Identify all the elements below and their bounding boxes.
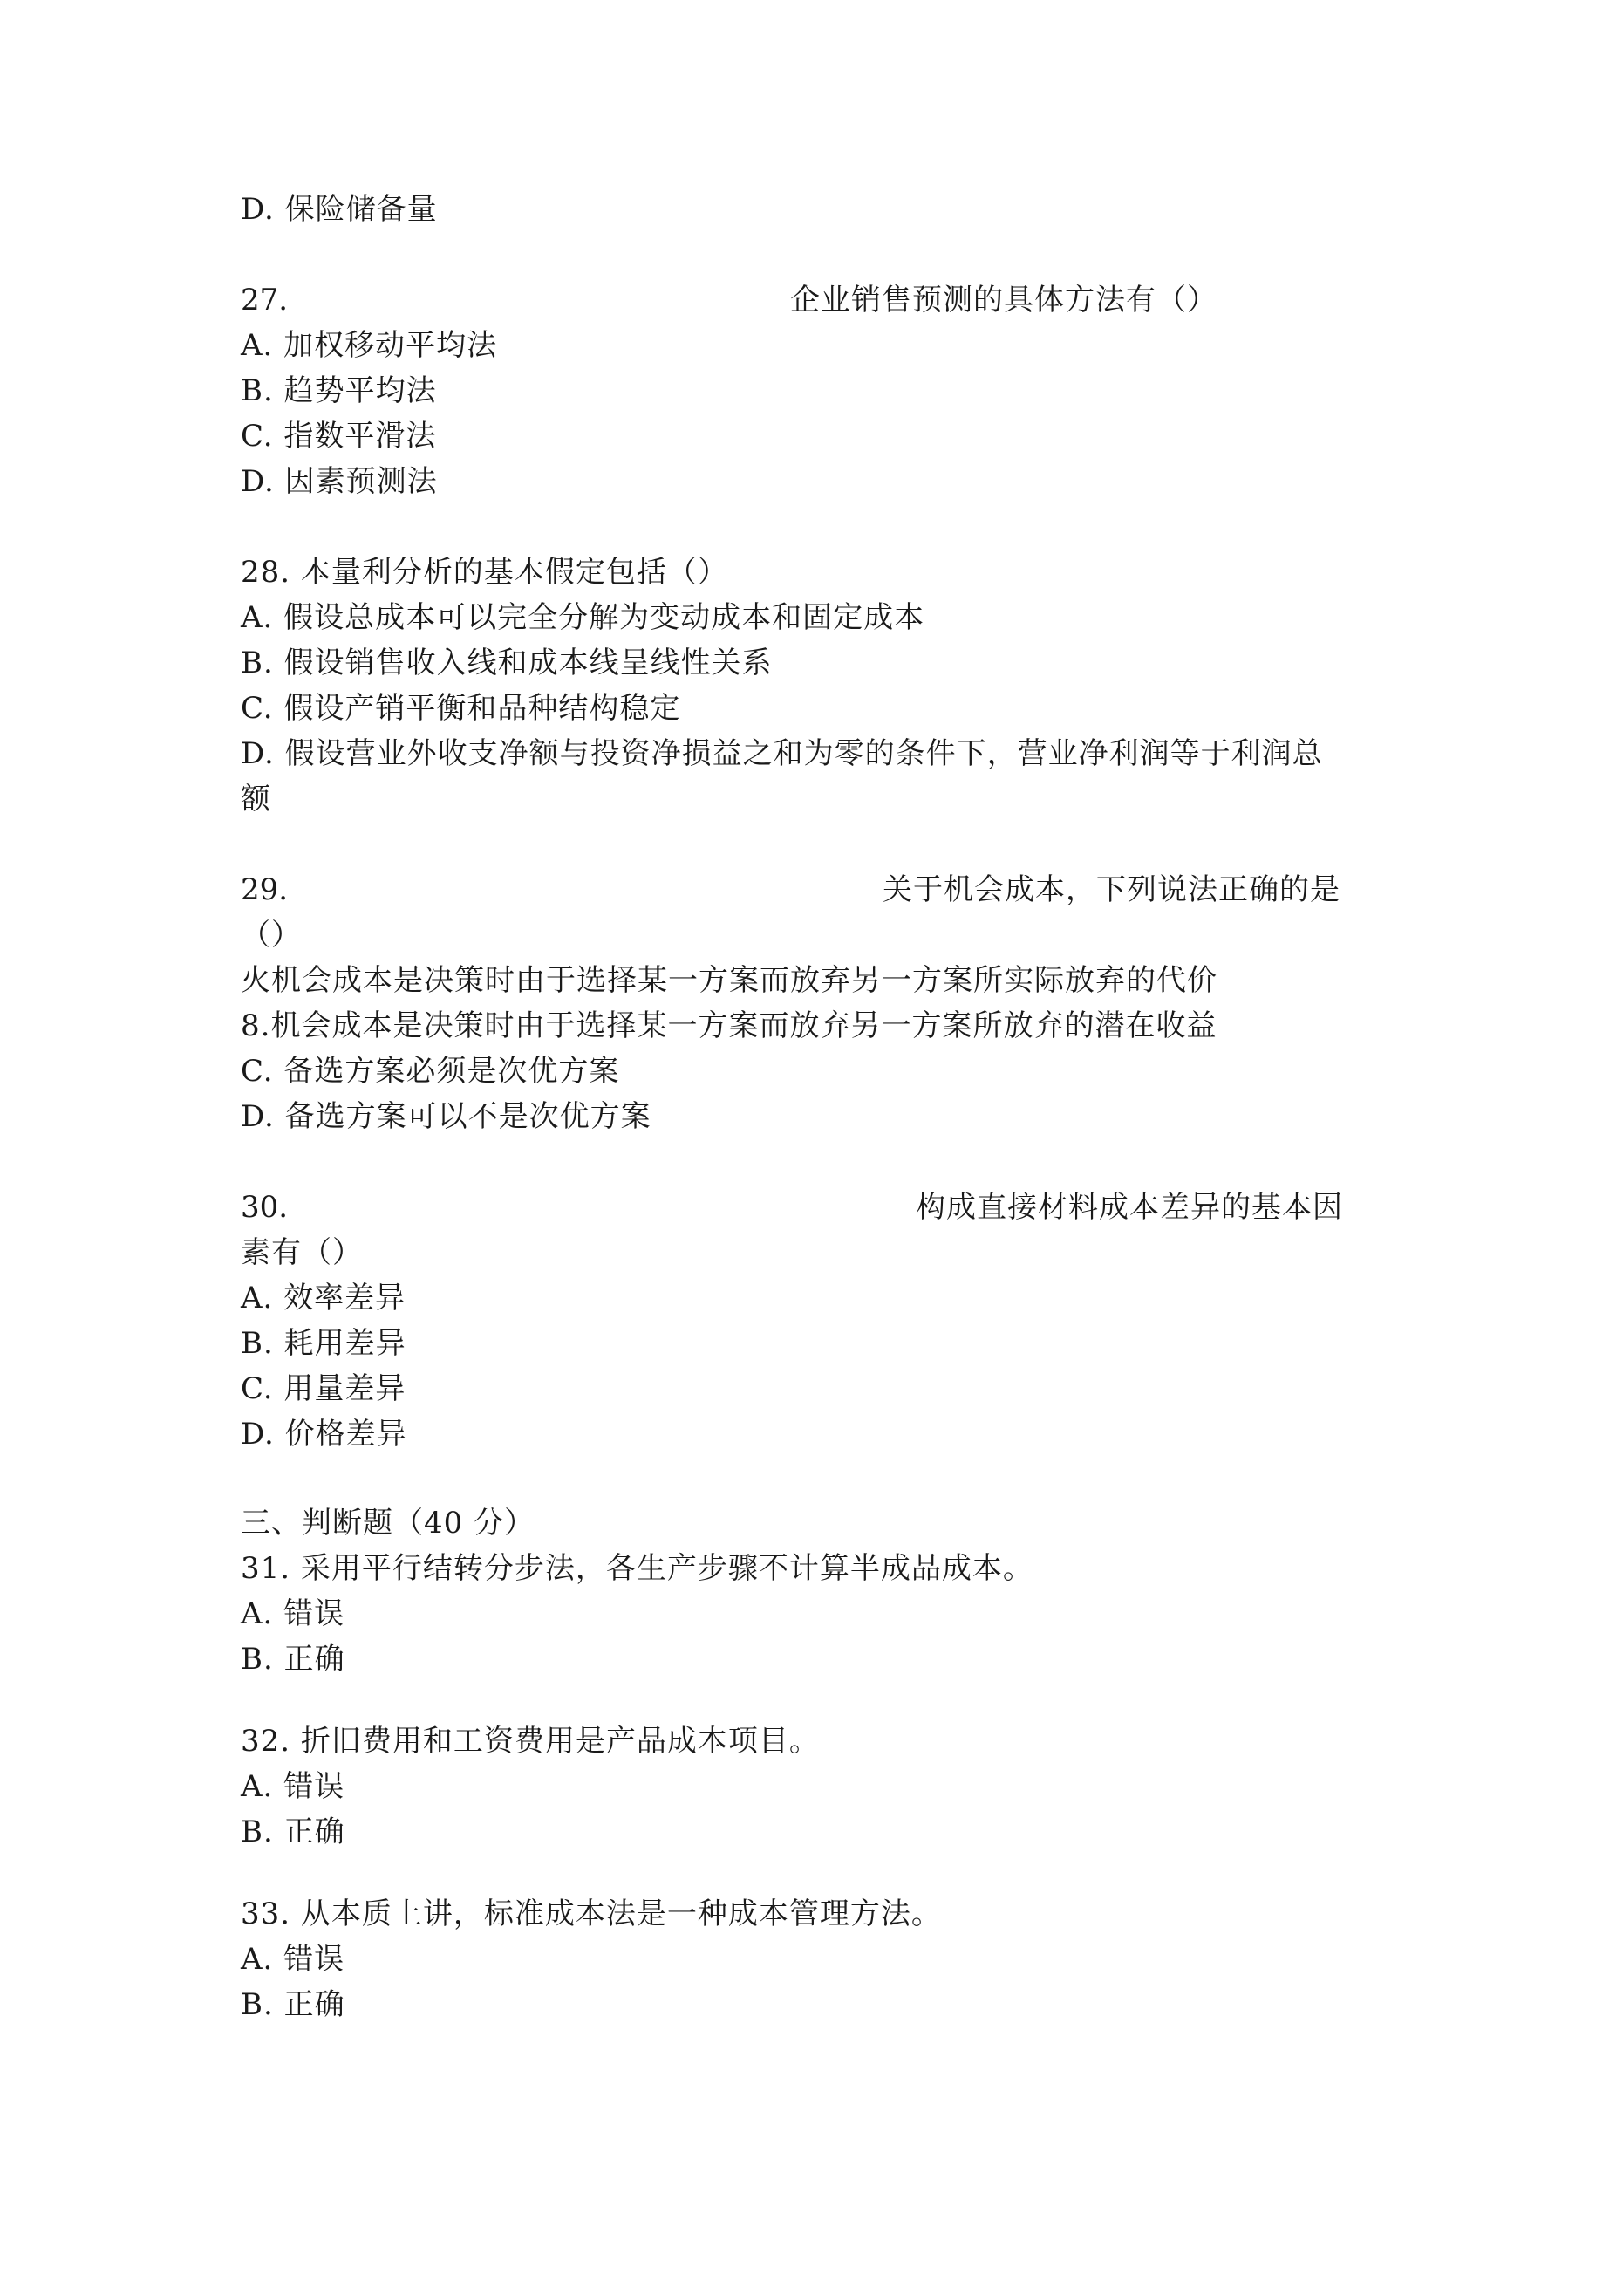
q28-option-c: C. 假设产销平衡和品种结构稳定 xyxy=(241,691,681,726)
q28-option-d: D. 假设营业外收支净额与投资净损益之和为零的条件下，营业净利润等于利润总 xyxy=(241,736,1323,771)
q29-option-c: C. 备选方案必须是次优方案 xyxy=(241,1054,620,1089)
q33-option-b: B. 正确 xyxy=(241,1987,345,2022)
q29-number: 29. xyxy=(241,872,289,907)
q33-option-a: A. 错误 xyxy=(241,1942,345,1977)
q28-question: 28. 本量利分析的基本假定包括（） xyxy=(241,555,728,590)
q30-option-b: B. 耗用差异 xyxy=(241,1326,406,1361)
q32-option-a: A. 错误 xyxy=(241,1769,345,1804)
q29-question: 关于机会成本，下列说法正确的是 xyxy=(883,872,1340,907)
q27-option-d: D. 因素预测法 xyxy=(241,464,438,499)
q26-option-d: D. 保险储备量 xyxy=(241,192,438,227)
q30-option-d: D. 价格差异 xyxy=(241,1417,407,1452)
q29-question-continued: （） xyxy=(241,918,302,953)
q28-option-b: B. 假设销售收入线和成本线呈线性关系 xyxy=(241,646,773,680)
q29-option-b: 8.机会成本是决策时由于选择某一方案而放弃另一方案所放弃的潜在收益 xyxy=(241,1008,1217,1043)
q27-question: 企业销售预测的具体方法有（） xyxy=(790,283,1217,318)
q30-question-continued: 素有（） xyxy=(241,1235,363,1270)
q32-question: 32. 折旧费用和工资费用是产品成本项目。 xyxy=(241,1724,820,1759)
q28-option-d-continued: 额 xyxy=(241,782,271,817)
q33-question: 33. 从本质上讲，标准成本法是一种成本管理方法。 xyxy=(241,1896,942,1931)
q27-option-c: C. 指数平滑法 xyxy=(241,419,437,454)
q27-option-b: B. 趋势平均法 xyxy=(241,373,437,408)
q29-option-a: 火机会成本是决策时由于选择某一方案而放弃另一方案所实际放弃的代价 xyxy=(241,963,1217,998)
q29-option-d: D. 备选方案可以不是次优方案 xyxy=(241,1099,651,1134)
q31-option-a: A. 错误 xyxy=(241,1596,345,1631)
q30-question: 构成直接材料成本差异的基本因 xyxy=(916,1190,1343,1225)
q30-number: 30. xyxy=(241,1190,289,1225)
q27-number: 27. xyxy=(241,283,289,318)
q32-option-b: B. 正确 xyxy=(241,1814,345,1849)
q31-question: 31. 采用平行结转分步法，各生产步骤不计算半成品成本。 xyxy=(241,1551,1033,1586)
q28-option-a: A. 假设总成本可以完全分解为变动成本和固定成本 xyxy=(241,600,925,635)
q30-option-a: A. 效率差异 xyxy=(241,1281,406,1315)
q27-option-a: A. 加权移动平均法 xyxy=(241,328,498,363)
section-heading-judgment: 三、判断题（40 分） xyxy=(241,1506,535,1541)
q30-option-c: C. 用量差异 xyxy=(241,1371,406,1406)
q31-option-b: B. 正确 xyxy=(241,1642,345,1677)
